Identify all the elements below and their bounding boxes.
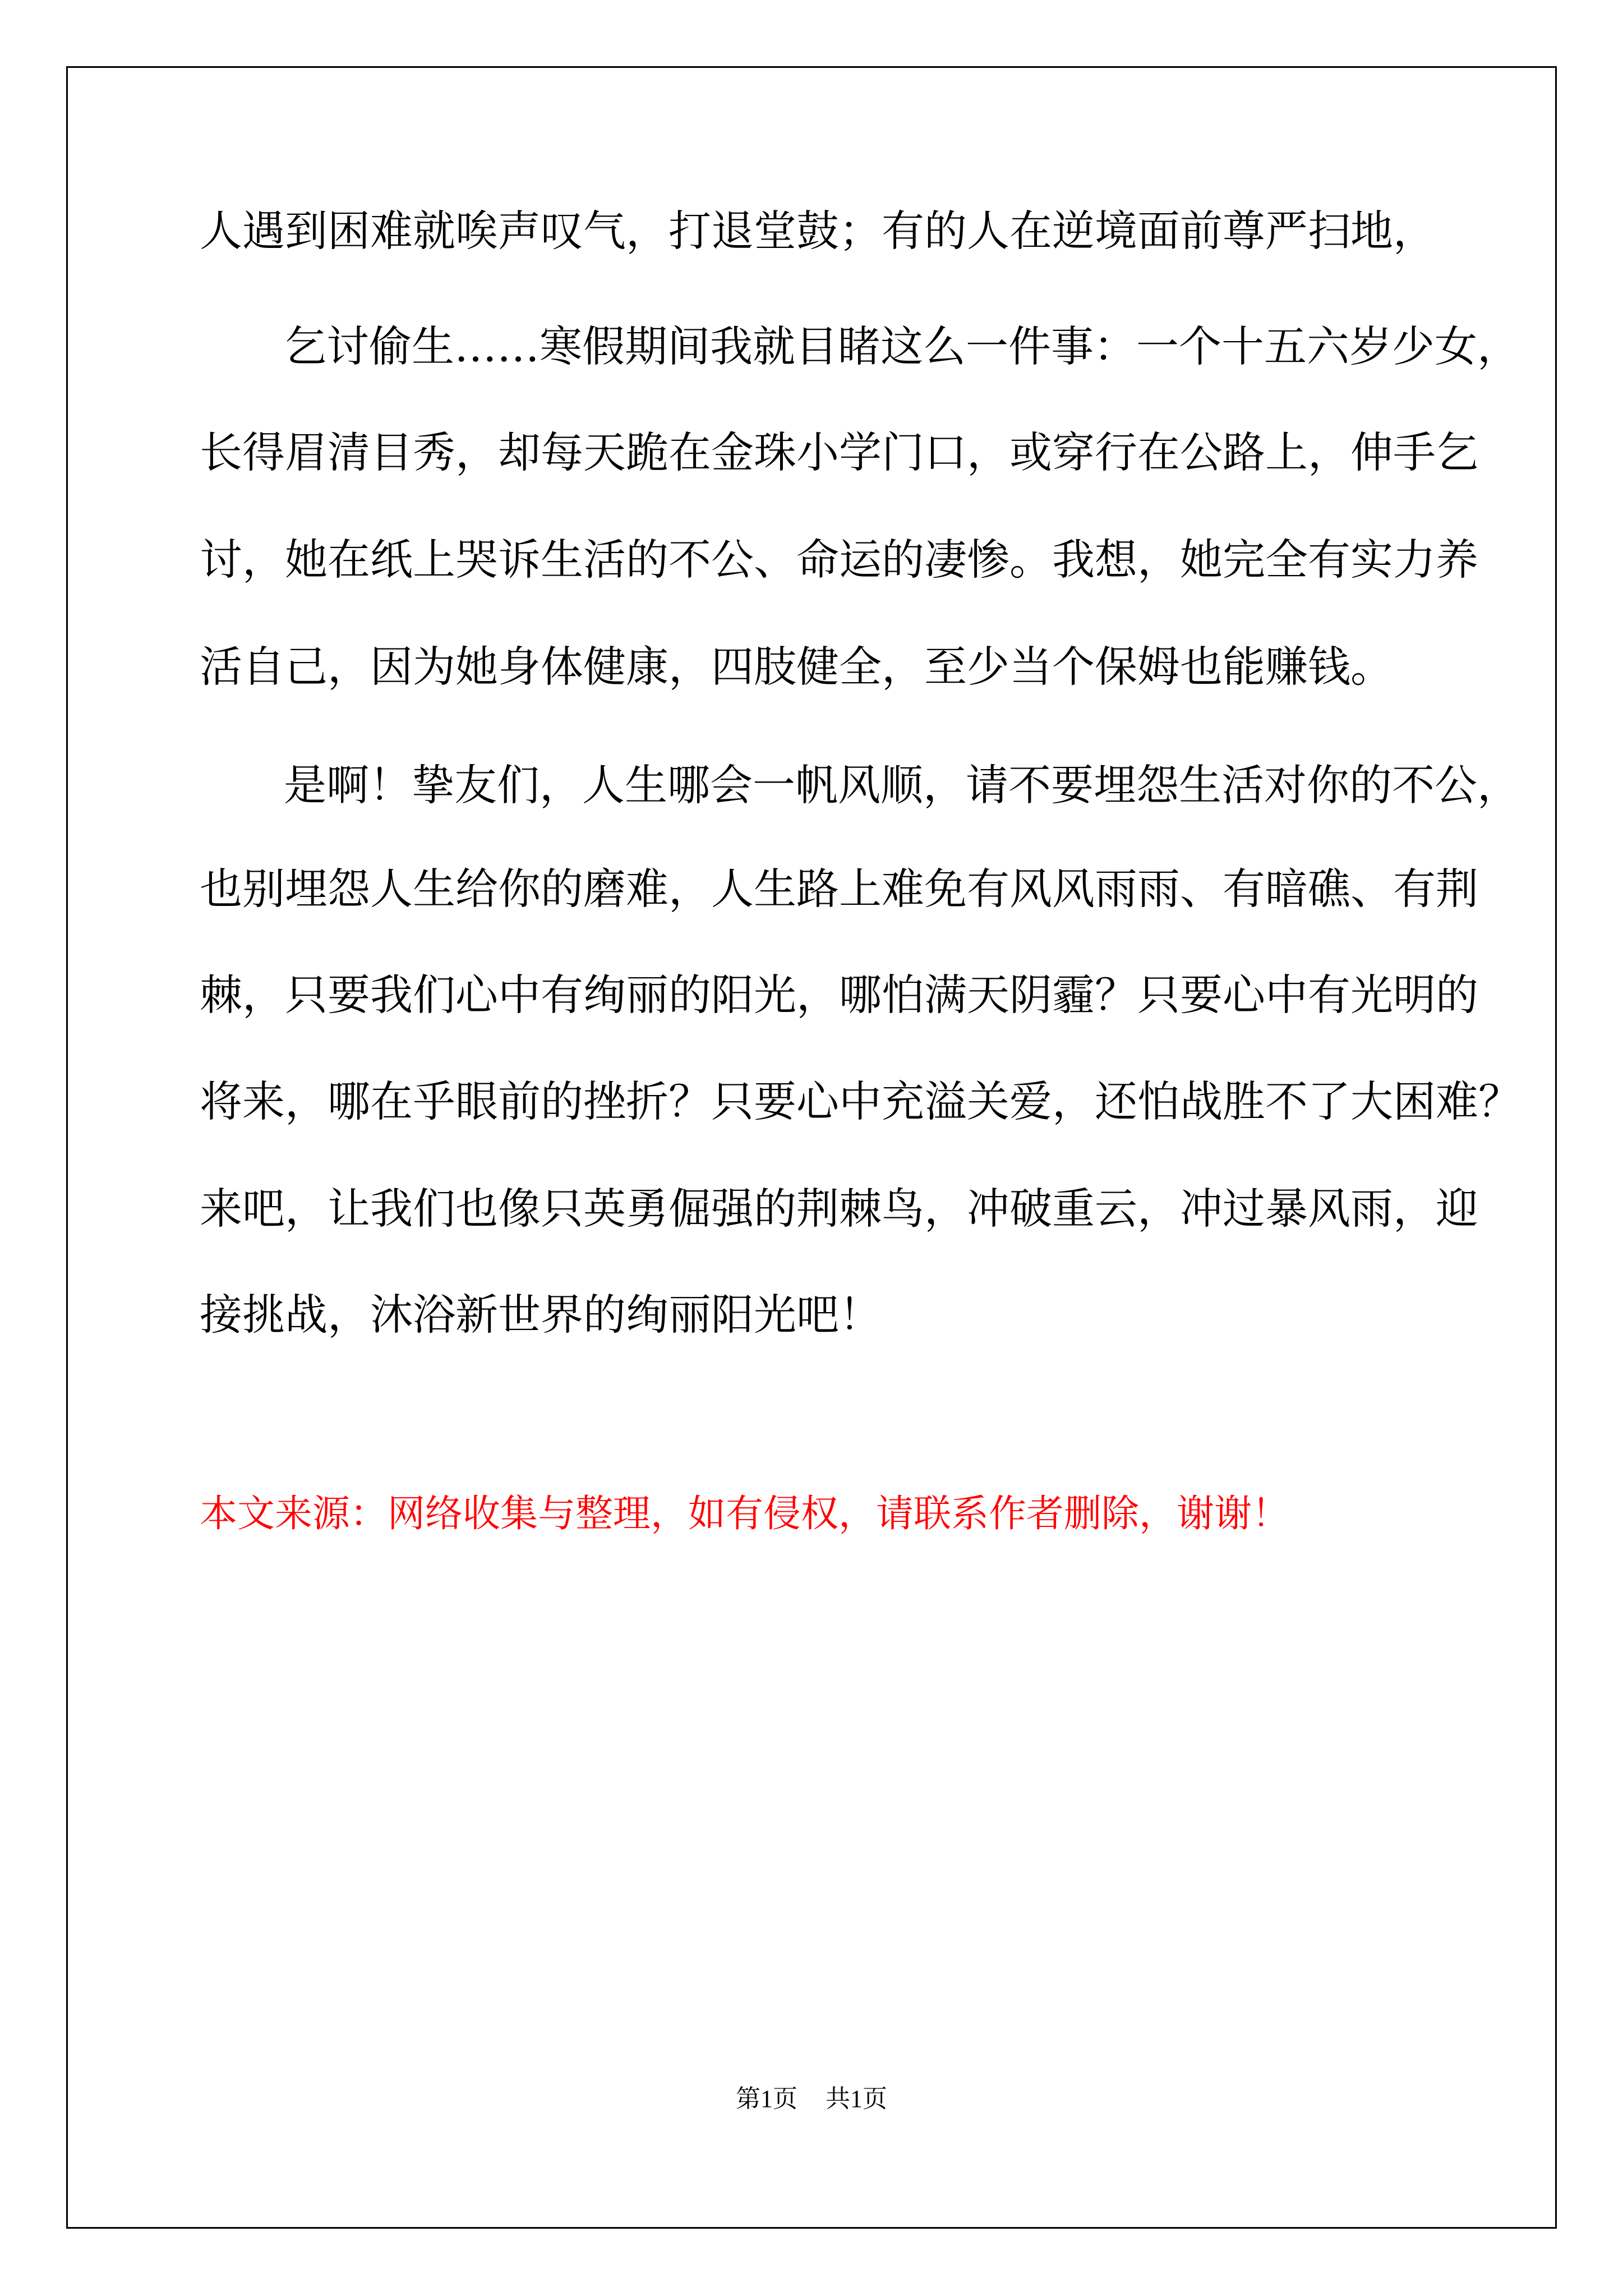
paragraph-line: 也别埋怨人生给你的磨难，人生路上难免有风风雨雨、有暗礁、有荆 (200, 864, 1478, 914)
page-border (66, 66, 1557, 2229)
paragraph-line: 讨，她在纸上哭诉生活的不公、命运的凄惨。我想，她完全有实力养 (200, 535, 1478, 585)
page-footer (0, 2082, 1623, 2116)
paragraph-line: 活自己，因为她身体健康，四肢健全，至少当个保姆也能赚钱。 (200, 642, 1393, 692)
paragraph-line: 棘，只要我们心中有绚丽的阳光，哪怕满天阴霾？只要心中有光明的 (200, 970, 1478, 1020)
page-number: 第1页 (736, 2085, 797, 2113)
source-note: 本文来源：网络收集与整理，如有侵权，请联系作者删除，谢谢！ (200, 1492, 1289, 1535)
paragraph-line: 来吧，让我们也像只英勇倔强的荆棘鸟，冲破重云，冲过暴风雨，迎 (200, 1184, 1478, 1234)
paragraph-line: 将来，哪在乎眼前的挫折？只要心中充溢关爱，还怕战胜不了大困难？ (200, 1076, 1521, 1126)
page-total: 共1页 (826, 2085, 887, 2113)
paragraph-line: 人遇到困难就唉声叹气，打退堂鼓；有的人在逆境面前尊严扫地， (200, 206, 1436, 256)
paragraph-line: 接挑战，沐浴新世界的绚丽阳光吧！ (200, 1290, 882, 1340)
paragraph-line: 是啊！挚友们，人生哪会一帆风顺，请不要埋怨生活对你的不公， (284, 760, 1520, 810)
paragraph-line: 长得眉清目秀，却每天跪在金珠小学门口，或穿行在公路上，伸手乞 (200, 427, 1478, 477)
paragraph-line: 乞讨偷生……寒假期间我就目睹这么一件事：一个十五六岁少女， (284, 321, 1520, 371)
